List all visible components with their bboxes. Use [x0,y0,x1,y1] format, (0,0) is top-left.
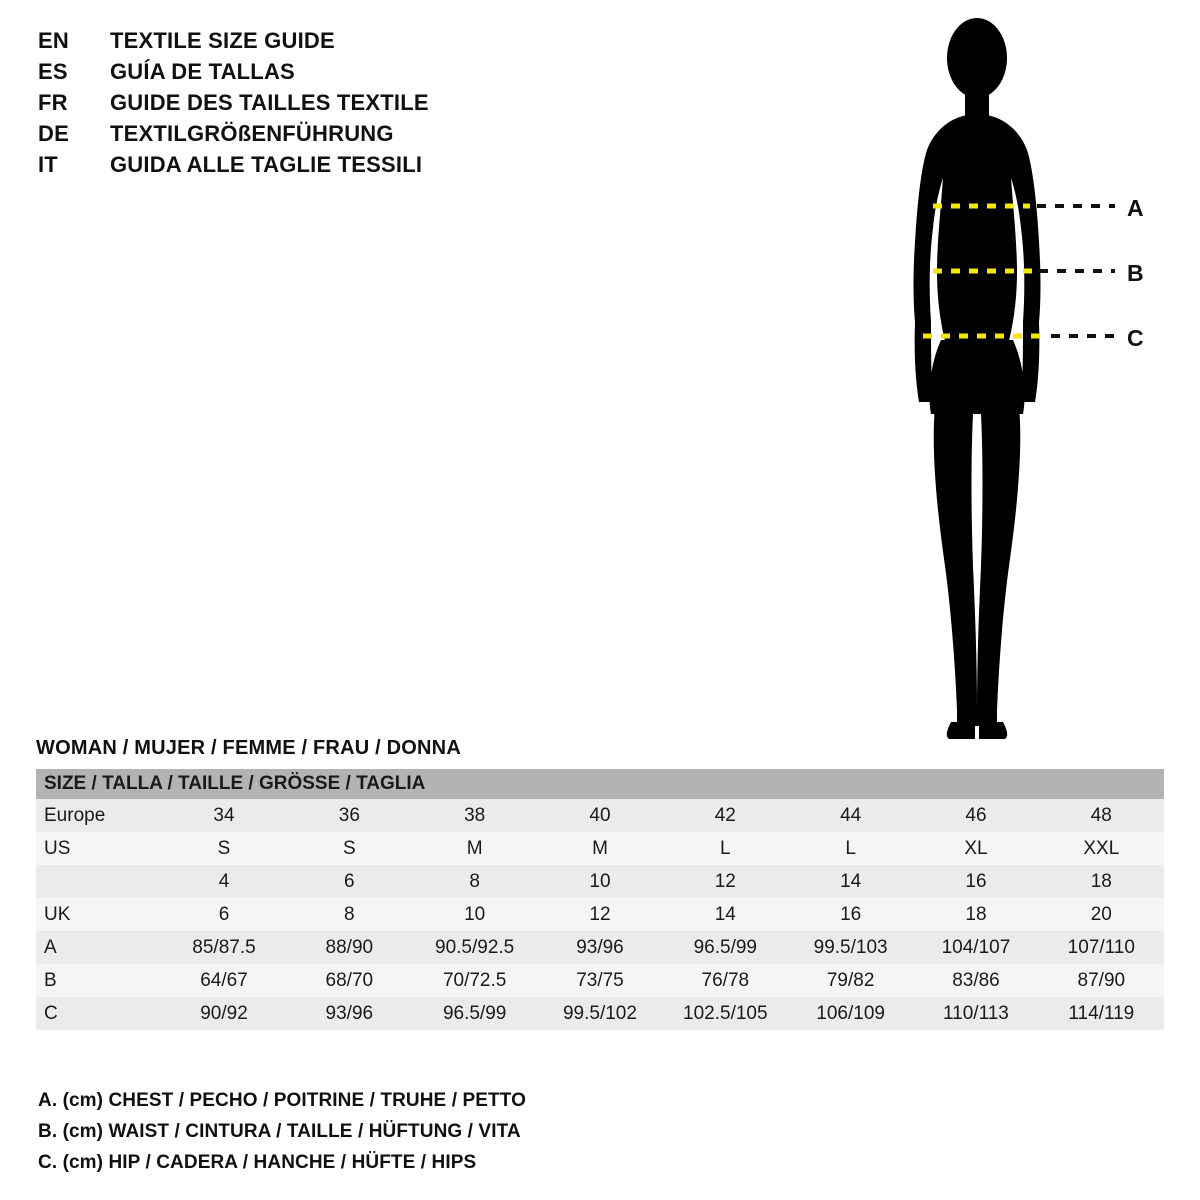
row-label: A [44,936,57,958]
table-cell: 70/72.5 [442,969,507,991]
table-cell: 16 [965,870,987,892]
table-cell: XL [964,837,988,859]
table-cell: 87/90 [1077,969,1126,991]
language-title: GUIDE DES TAILLES TEXTILE [110,90,429,115]
table-cell: 102.5/105 [683,1002,768,1024]
table-cell: S [217,837,231,859]
table-cell: 40 [589,804,611,826]
table-cell: M [466,837,483,859]
row-label: C [44,1002,58,1024]
table-row [36,997,1164,1030]
measurement-legend [38,1090,938,1183]
marker-label-a: A [1127,195,1144,221]
row-label: Europe [44,804,106,826]
table-cell: 46 [965,804,987,826]
table-cell: 6 [344,870,355,892]
table-cell: 106/109 [816,1002,885,1024]
table-cell: 83/86 [952,969,1000,991]
table-cell: 110/113 [943,1002,1009,1024]
table-row [36,832,1164,865]
table-cell: 96.5/99 [442,1002,507,1024]
row-label: B [44,969,57,991]
table-cell: 88/90 [325,936,374,958]
table-cell: 42 [714,804,736,826]
table-cell: 8 [344,903,355,925]
table-row [36,865,1164,898]
language-header-list [38,28,658,183]
table-header-row [36,769,1164,799]
table-cell: 12 [589,903,611,925]
language-code: FR [38,90,68,115]
table-row [36,898,1164,931]
language-title: GUÍA DE TALLAS [110,59,295,84]
language-title: TEXTILGRÖßENFÜHRUNG [110,121,394,146]
table-cell: 85/87.5 [192,936,256,958]
table-cell: 48 [1090,804,1112,826]
table-cell: 114/119 [1068,1002,1135,1024]
table-cell: 64/67 [200,969,248,991]
table-cell: 18 [965,903,987,925]
table-cell: 99.5/103 [813,936,888,958]
table-cell: 14 [840,870,862,892]
table-cell: L [845,837,856,859]
size-table-block [36,737,1164,1030]
table-cell: S [342,837,356,859]
language-row [38,152,658,183]
table-cell: 38 [464,804,486,826]
language-row [38,90,658,121]
measurement-figure [855,10,1185,750]
table-cell: 18 [1090,870,1112,892]
table-row [36,931,1164,964]
language-row [38,28,658,59]
table-cell: 96.5/99 [693,936,757,958]
language-code: IT [38,152,58,177]
table-cell: 14 [714,903,736,925]
size-table [36,769,1164,1030]
table-cell: 79/82 [826,969,875,991]
table-cell: XXL [1083,837,1120,859]
table-cell: 36 [338,804,360,826]
table-cell: 93/96 [576,936,624,958]
table-cell: 90.5/92.5 [435,936,515,958]
table-cell: 76/78 [701,969,750,991]
marker-label-b: B [1127,260,1144,286]
table-cell: 10 [464,903,486,925]
table-section-title: WOMAN / MUJER / FEMME / FRAU / DONNA [36,737,461,759]
table-cell: 107/110 [1067,936,1135,958]
table-cell: 90/92 [200,1002,248,1024]
row-label: US [44,837,71,859]
language-code: ES [38,59,68,84]
table-cell: 6 [218,903,230,925]
table-cell: 12 [714,870,736,892]
table-cell: 93/96 [325,1002,374,1024]
language-row [38,59,658,90]
table-cell: 34 [213,804,235,826]
table-cell: L [720,837,731,859]
marker-label-c: C [1127,325,1144,351]
table-cell: 20 [1090,903,1112,925]
legend-item-a: A. (cm) CHEST / PECHO / POITRINE / TRUHE / PETTO [38,1090,526,1111]
table-cell: M [592,837,608,859]
table-header-cell: SIZE / TALLA / TAILLE / GRÖSSE / TAGLIA [36,769,1164,799]
legend-item-c: C. (cm) HIP / CADERA / HANCHE / HÜFTE / HIPS [38,1152,477,1173]
table-cell: 104/107 [941,936,1011,958]
language-title: GUIDA ALLE TAGLIE TESSILI [110,152,423,177]
table-cell: 73/75 [576,969,624,991]
table-cell: 10 [589,870,611,892]
language-code: EN [38,28,69,53]
table-cell: 16 [840,903,862,925]
table-row [36,799,1164,832]
table-row [36,964,1164,997]
language-row [38,121,658,152]
row-label [36,865,161,898]
table-cell: 8 [469,870,480,892]
row-label: UK [44,903,71,925]
legend-item-b: B. (cm) WAIST / CINTURA / TAILLE / HÜFTUNG / VITA [38,1121,521,1142]
table-cell: 68/70 [325,969,374,991]
table-cell: 44 [840,804,862,826]
language-code: DE [38,121,69,146]
table-cell: 99.5/102 [562,1002,637,1024]
table-cell: 4 [218,870,230,892]
language-title: TEXTILE SIZE GUIDE [110,28,335,53]
woman-silhouette-icon [855,10,1185,750]
